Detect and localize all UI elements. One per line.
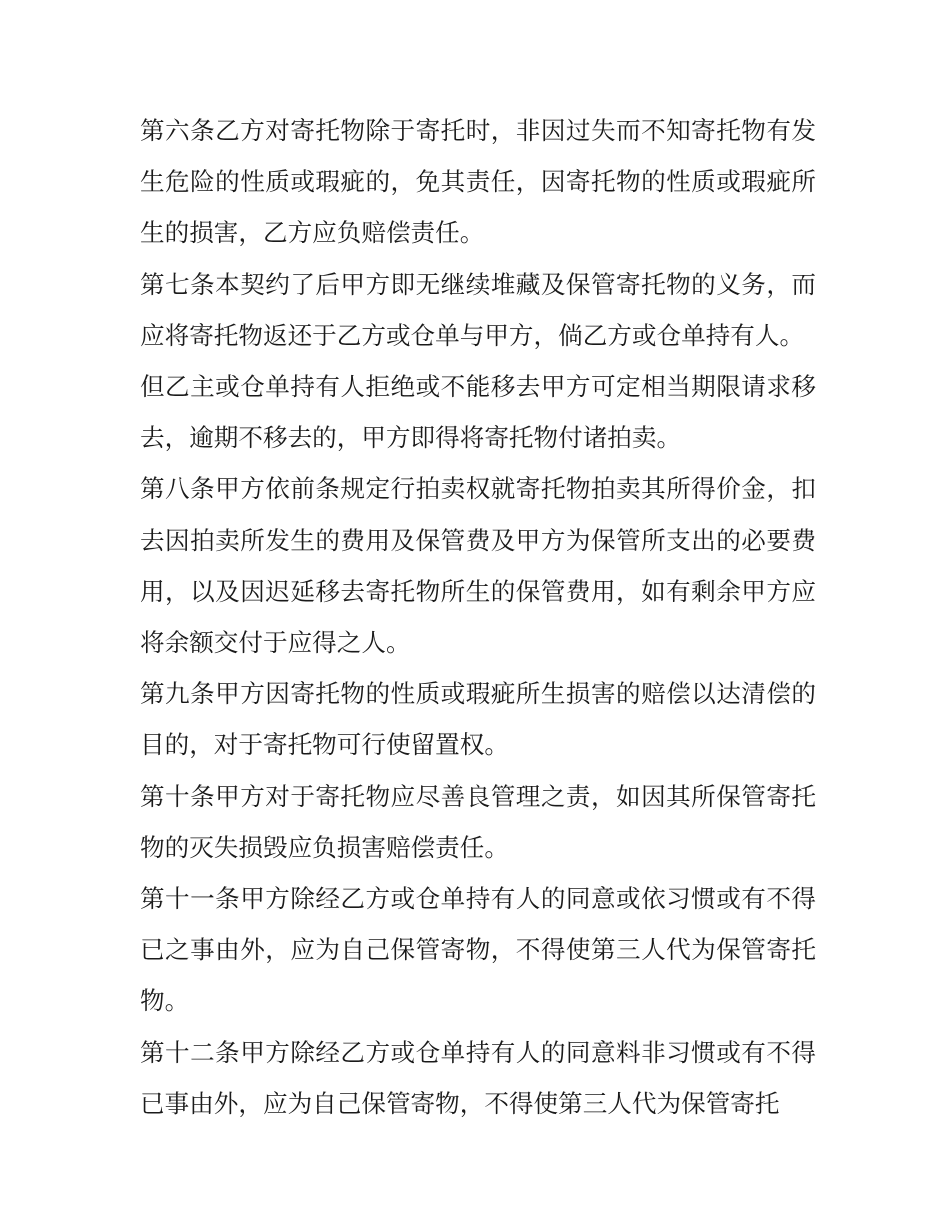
article-12-paragraph: 第十二条甲方除经乙方或仓单持有人的同意料非习惯或有不得已事由外，应为自己保管寄物，不得使第三人代为保管寄托 (140, 1037, 816, 1118)
article-6-paragraph: 第六条乙方对寄托物除于寄托时，非因过失而不知寄托物有发生危险的性质或瑕疵的，免其责任，因寄托物的性质或瑕疵所生的损害，乙方应负赔偿责任。 (140, 116, 816, 248)
article-9-paragraph: 第九条甲方因寄托物的性质或瑕疵所生损害的赔偿以达清偿的目的，对于寄托物可行使留置权。 (140, 679, 816, 760)
article-8-paragraph: 第八条甲方依前条规定行拍卖权就寄托物拍卖其所得价金，扣去因拍卖所发生的费用及保管费及甲方为保管所支出的必要费用，以及因迟延移去寄托物所生的保管费用，如有剩余甲方应将余额交付于应得之人。 (140, 474, 816, 658)
article-10-paragraph: 第十条甲方对于寄托物应尽善良管理之责，如因其所保管寄托物的灭失损毁应负损害赔偿责任。 (140, 781, 816, 862)
article-7-continuation-paragraph: 但乙主或仓单持有人拒绝或不能移去甲方可定相当期限请求移去，逾期不移去的，甲方即得将寄托物付诸拍卖。 (140, 372, 816, 453)
document-body (140, 105, 816, 1129)
article-11-paragraph: 第十一条甲方除经乙方或仓单持有人的同意或依习惯或有不得已之事由外，应为自己保管寄物，不得使第三人代为保管寄托物。 (140, 884, 816, 1016)
article-7-paragraph: 第七条本契约了后甲方即无继续堆藏及保管寄托物的义务，而应将寄托物返还于乙方或仓单与甲方，倘乙方或仓单持有人。 (140, 269, 816, 350)
